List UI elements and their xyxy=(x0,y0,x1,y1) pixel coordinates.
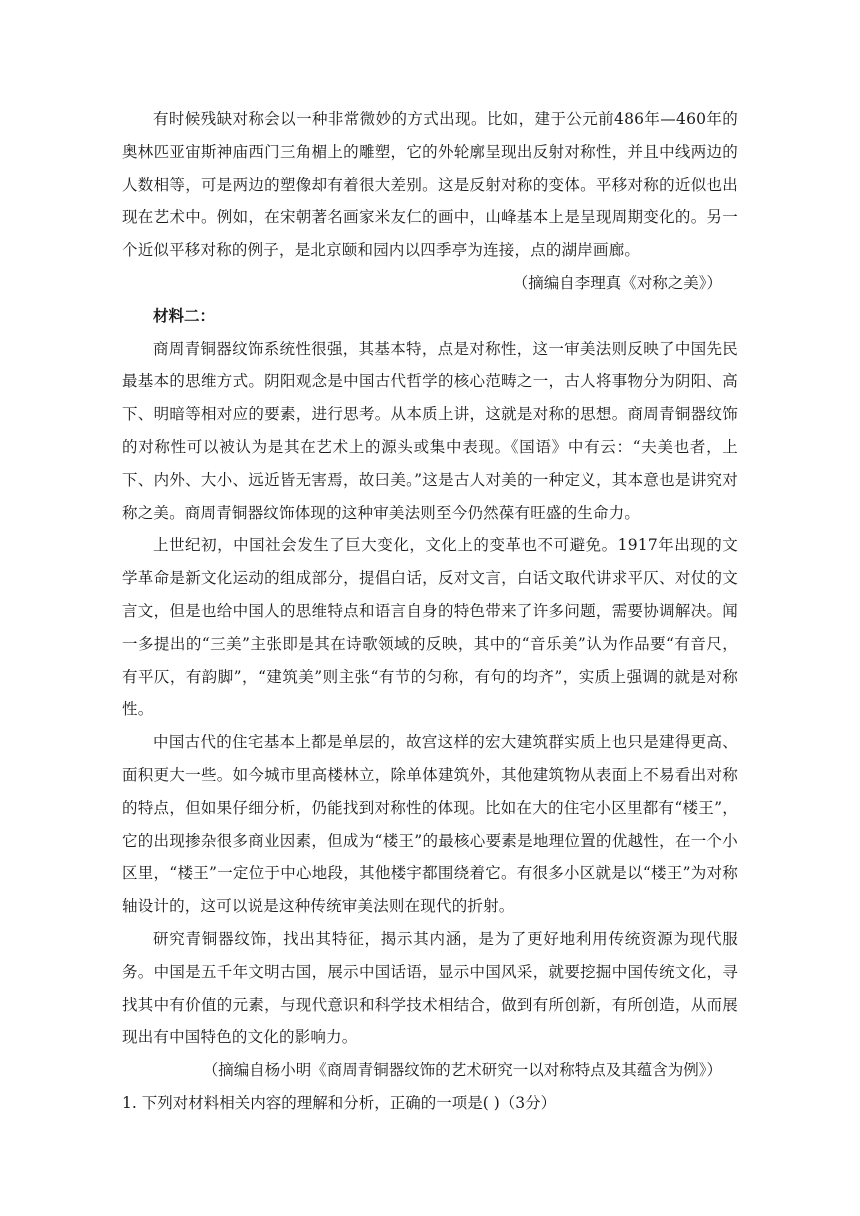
material2-paragraph-2: 上世纪初，中国社会发生了巨大变化，文化上的变革也不可避免。1917年出现的文学革命是新文化运动的组成部分，提倡白话，反对文言，白话文取代讲求平仄、对仗的文言文，但是也给中国人的思维特点和语言自身的特色带来了许多问题，需要协调解决。闻一多提出的“三美”主张即是其在诗歌领域的反映，其中的“音乐美”认为作品要“有音尺，有平仄，有韵脚”，“建筑美”则主张“有节的匀称，有句的均齐”，实质上强调的就是对称性。 xyxy=(122,536,738,719)
material2-paragraph-4: 研究青铜器纹饰，找出其特征，揭示其内涵，是为了更好地利用传统资源为现代服务。中国是五千年文明古国，展示中国话语，显示中国风采，就要挖掘中国传统文化，寻找其中有价值的元素，与现代意识和科学技术相结合，做到有所创新，有所创造，从而展现出有中国特色的文化的影响力。 xyxy=(122,929,738,1047)
question-1: 1. 下列对材料相关内容的理解和分析，正确的一项是( )（3分） xyxy=(122,1093,557,1112)
material1-source-citation: （摘编自李理真《对称之美》） xyxy=(512,273,722,292)
material1-paragraph: 有时候残缺对称会以一种非常微妙的方式出现。比如，建于公元前486年—460年的奥林匹亚宙斯神庙西门三角楣上的雕塑，它的外轮廓呈现出反射对称性，并且中线两边的人数相等，可是两边的塑像却有着很大差别。这是反射对称的变体。平移对称的近似也出现在艺术中。例如，在宋朝著名画家米友仁的画中，山峰基本上是呈现周期变化的。另一个近似平移对称的例子，是北京颐和园内以四季亭为连接，点的湖岸画廊。 xyxy=(122,110,738,260)
material2-paragraph-1: 商周青铜器纹饰系统性很强，其基本特，点是对称性，这一审美法则反映了中国先民最基本的思维方式。阴阳观念是中国古代哲学的核心范畴之一，古人将事物分为阴阳、高下、明暗等相对应的要素，进行思考。从本质上讲，这就是对称的思想。商周青铜器纹饰的对称性可以被认为是其在艺术上的源头或集中表现。《国语》中有云：“夫美也者，上下、内外、大小、远近皆无害焉，故曰美。”这是古人对美的一种定义，其本意也是讲究对称之美。商周青铜器纹饰体现的这种审美法则至今仍然葆有旺盛的生命力。 xyxy=(122,339,738,522)
document-body xyxy=(122,103,738,1120)
material2-paragraph-3: 中国古代的住宅基本上都是单层的，故宫这样的宏大建筑群实质上也只是建得更高、面积更大一些。如今城市里高楼林立，除单体建筑外，其他建筑物从表面上不易看出对称的特点，但如果仔细分析，仍能找到对称性的体现。比如在大的住宅小区里都有“楼王”，它的出现掺杂很多商业因素，但成为“楼王”的最核心要素是地理位置的优越性，在一个小区里，“楼王”一定位于中心地段，其他楼宇都围绕着它。有很多小区就是以“楼王”为对称轴设计的，这可以说是这种传统审美法则在现代的折射。 xyxy=(122,733,738,916)
material2-heading: 材料二： xyxy=(153,305,216,325)
material2-source-citation: （摘编自杨小明《商周青铜器纹饰的艺术研究一以对称特点及其蕴含为例》） xyxy=(202,1061,722,1080)
